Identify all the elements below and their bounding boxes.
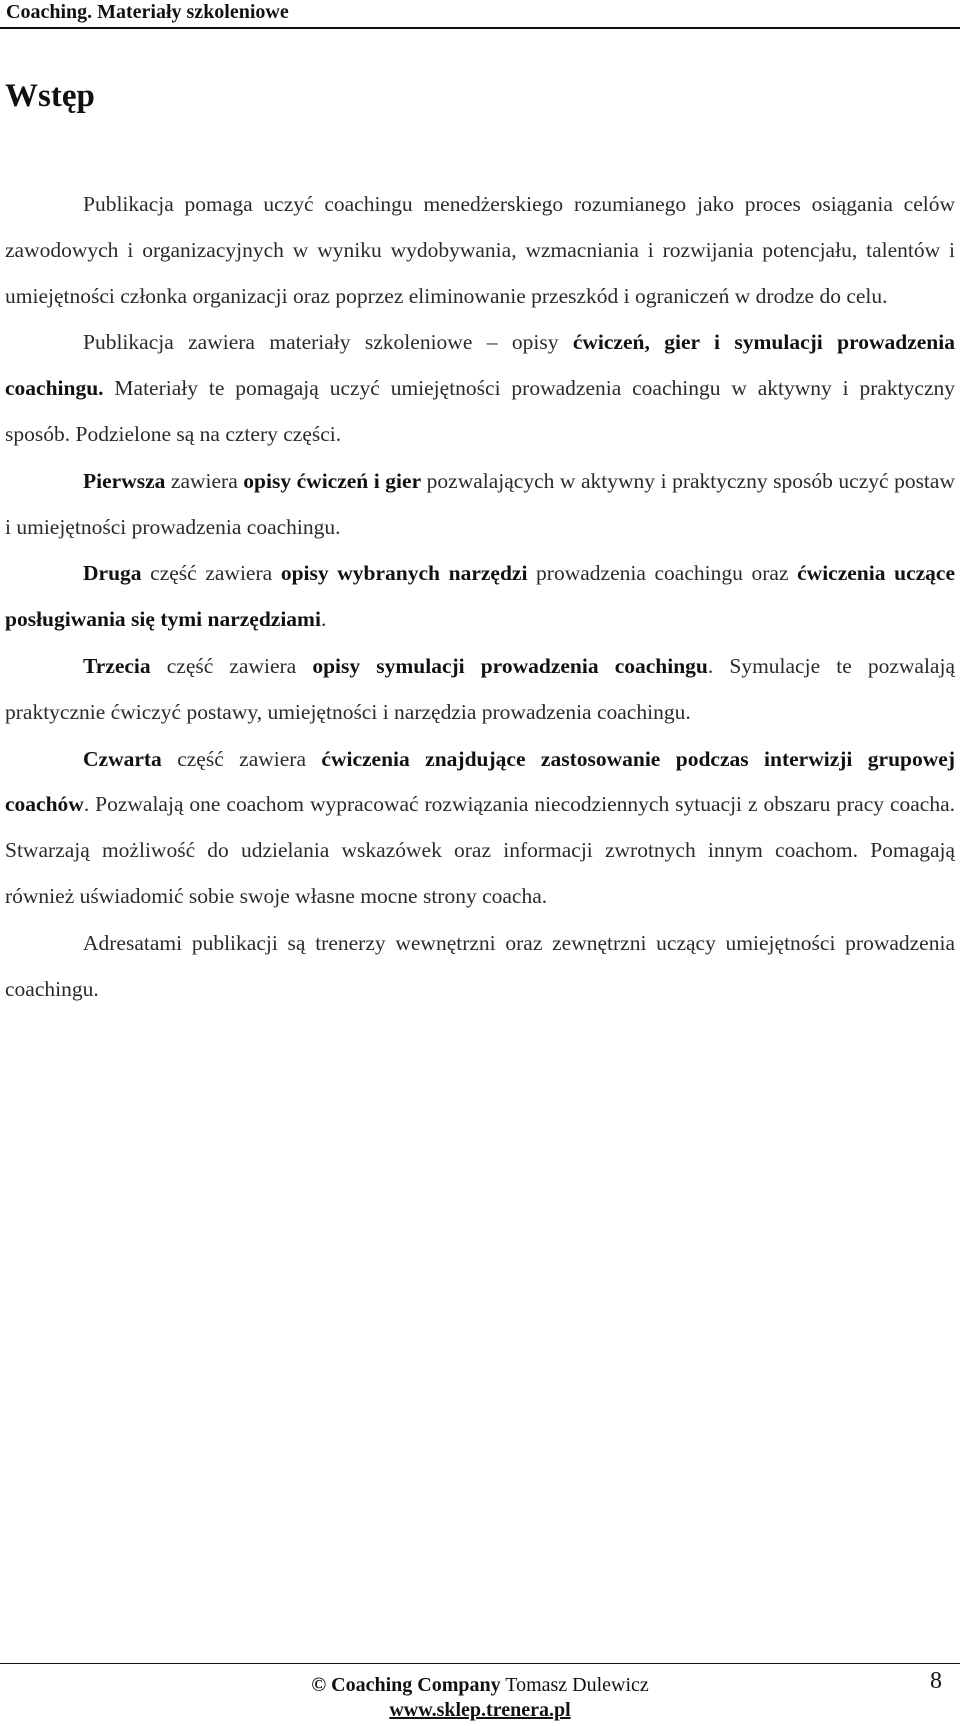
emphasis-segment: Pierwsza (83, 468, 166, 493)
text-segment: Publikacja pomaga uczyć coachingu menedżerskiego rozumianego jako proces osiągania celów zawodowych i organizacyjnych w wyniku wydobywania, wzmacniania i rozwijania potencjału, talentów i umiejętności członka organizacji oraz poprzez eliminowanie przeszkód i ograniczeń w drodze do celu. (5, 192, 955, 308)
paragraph-contents (5, 320, 955, 457)
footer-credit (0, 1673, 960, 1697)
footer-url-link[interactable]: www.sklep.trenera.pl (389, 1699, 571, 1721)
paragraph-part-two (5, 551, 955, 643)
running-header-title: Coaching. Materiały szkoleniowe (6, 1, 289, 23)
header-divider (0, 27, 960, 29)
page-number: 8 (930, 1668, 942, 1694)
text-segment: część zawiera (161, 746, 322, 771)
text-segment: . Pozwalają one coachom wypracować rozwiązania niecodziennych sytuacji z obszaru pracy coacha. Stwarzają możliwość do udzielania wskazówek oraz informacji zwrotnych innym coachom. Pomagają również uświadomić sobie swoje własne mocne strony coacha. (5, 792, 955, 908)
copyright-icon: © (311, 1674, 327, 1696)
emphasis-segment: Czwarta (83, 746, 162, 771)
paragraph-part-three (5, 644, 955, 736)
emphasis-segment: opisy symulacji prowadzenia coachingu (312, 653, 708, 678)
footer-divider (0, 1663, 960, 1664)
body-text (5, 182, 955, 1013)
emphasis-segment: Trzecia (83, 653, 151, 678)
emphasis-segment: ćwiczeń, gier i symulacji prowadzenia coachingu. (5, 330, 955, 401)
text-segment: Adresatami publikacji są trenerzy wewnętrzni oraz zewnętrzni uczący umiejętności prowadzenia coachingu. (5, 930, 955, 1001)
text-segment: część zawiera (141, 561, 281, 586)
emphasis-segment: opisy ćwiczeń i gier (243, 468, 422, 493)
footer-author: Tomasz Dulewicz (505, 1674, 649, 1696)
section-heading: Wstęp (5, 78, 95, 114)
emphasis-segment: ćwiczenia znajdujące zastosowanie podczas interwizji grupowej coachów (5, 746, 955, 817)
text-segment: prowadzenia coachingu oraz (527, 561, 798, 586)
paragraph-part-one (5, 459, 955, 551)
footer-company: Coaching Company (331, 1674, 501, 1696)
emphasis-segment: opisy wybranych narzędzi (280, 561, 528, 586)
text-segment: Publikacja zawiera materiały szkoleniowe – opisy (83, 330, 573, 355)
text-segment: . Symulacje te pozwalają praktycznie ćwiczyć postawy, umiejętności i narzędzia prowadzenia coachingu. (5, 653, 955, 724)
emphasis-segment: Druga (83, 561, 142, 586)
text-segment: Materiały te pomagają uczyć umiejętności prowadzenia coachingu w aktywny i praktyczny sposób. Podzielone są na cztery części. (5, 376, 955, 446)
paragraph-intro (5, 182, 955, 319)
text-segment: zawiera (165, 468, 244, 493)
emphasis-segment: ćwiczenia uczące posługiwania się tymi narzędziami (5, 561, 956, 632)
paragraph-audience (5, 921, 955, 1013)
text-segment: pozwalających w aktywny i praktyczny sposób uczyć postaw i umiejętności prowadzenia coachingu. (5, 468, 955, 539)
text-segment: . (320, 607, 327, 632)
paragraph-part-four (5, 737, 955, 920)
text-segment: część zawiera (150, 653, 313, 678)
